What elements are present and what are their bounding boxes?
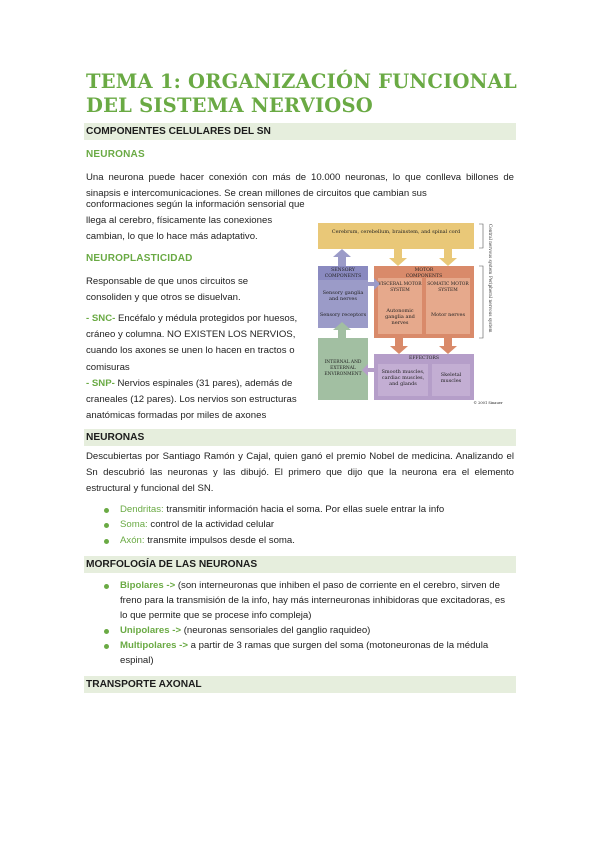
bullet-text: (son interneuronas que inhiben el paso de corriente en el cerebro, sirven de freno para la transmisión de la info, hay más interneuronas inhibidoras que excitadoras, es lo que permite que se procese info compleja) [120, 580, 506, 621]
bullet-text: transmite impulsos desde el soma. [144, 534, 295, 546]
neuronas-paragraph-2: conformaciones según la información sensorial que llega al cerebro, físicamente las conexiones cambian, lo que lo hace más adaptativo. [86, 198, 305, 242]
visceral-header-label: VISCERAL MOTOR SYSTEM [378, 282, 422, 293]
cns-box-label: Cerebrum, cerebellum, brainstem, and spinal cord [331, 229, 461, 235]
arrow-somatic-effectors [439, 338, 457, 354]
list-item [104, 534, 514, 549]
bullet-icon [104, 629, 109, 634]
diagram-credit: © 2001 Sinauer [473, 401, 503, 405]
bullet-icon [104, 523, 109, 528]
bullet-term: Multipolares -> [120, 640, 188, 652]
arrow-visceral-effectors [390, 338, 408, 354]
cns-box [318, 223, 474, 249]
bullet-icon [104, 584, 109, 589]
bullet-term: Soma: [120, 519, 148, 531]
sensory-header-label: SENSORY COMPONENTS [324, 268, 362, 279]
page-title: TEMA 1: ORGANIZACIÓN FUNCIONAL DEL SISTEMA NERVIOSO [86, 70, 517, 117]
bullet-term: Axón: [120, 534, 145, 546]
neuronas-cajal-paragraph: Descubiertas por Santiago Ramón y Cajal, quien ganó el premio Nobel de medicina. Analizando el Sn descubrió las neuronas y las dibujó. El primero que dijo que la neurona era el elemento estructural y funcional del SN. [86, 451, 514, 495]
section-header-componentes: COMPONENTES CELULARES DEL SN [84, 123, 516, 140]
list-item [104, 503, 514, 518]
bullet-icon [104, 644, 109, 649]
section-header-transporte: TRANSPORTE AXONAL [84, 676, 516, 693]
arrow-sensory-up [333, 249, 351, 266]
bullet-icon [104, 539, 109, 544]
list-item [104, 624, 514, 639]
effectors-skeletal-label: Skeletal muscles [440, 372, 462, 384]
arrow-cns-motor [389, 249, 407, 266]
somatic-header-label: SOMATIC MOTOR SYSTEM [427, 282, 469, 293]
effectors-header-label: EFFECTORS [408, 356, 440, 361]
list-item [104, 518, 514, 533]
somatic-body-label: Motor nerves [430, 312, 466, 318]
snc-label: - SNC- [86, 313, 116, 324]
cns-side-label: Central nervous system [488, 224, 493, 275]
bullet-term: Dendritas: [120, 504, 164, 515]
environment-label: INTERNAL AND EXTERNAL ENVIRONMENT [324, 360, 362, 377]
bullet-term: Unipolares -> [120, 624, 182, 636]
neuron-parts-list [104, 503, 514, 549]
neuronas-paragraph-1: Una neurona puede hacer conexión con más de 10.000 neuronas, lo que conlleva billones de sinapsis e intercomunicaciones. Se crean millones de circuitos que cambian sus [86, 172, 514, 200]
visceral-body-label: Autonomic ganglia and nerves [385, 308, 415, 326]
bullet-icon [104, 508, 109, 513]
snp-paragraph [86, 376, 318, 425]
bullet-text: control de la actividad celular [147, 519, 275, 531]
neuron-morphology-list [104, 579, 514, 670]
pns-bracket [479, 266, 483, 338]
arrow-cns-somatic [439, 249, 457, 266]
effectors-smooth-label: Smooth muscles, cardiac muscles, and glands [381, 369, 425, 387]
snp-text: Nervios espinales (31 pares), además de craneales (12 pares). Los nervios son estructuras anatómicas formadas por miles de axones [86, 378, 297, 422]
list-item [104, 579, 514, 623]
snc-paragraph [86, 311, 300, 376]
list-item [104, 639, 514, 669]
bullet-text: a partir de 3 ramas que surgen del soma (motoneuronas de la médula espinal) [120, 640, 489, 667]
cns-bracket [479, 224, 483, 248]
heading-neuroplasticidad: NEUROPLASTICIDAD [86, 253, 193, 264]
bullet-text: (neuronas sensoriales del ganglio raquideo) [181, 624, 371, 636]
pns-side-label: Peripheral nervous system [488, 276, 493, 333]
section-header-neuronas: NEURONAS [84, 429, 516, 446]
bullet-text: transmitir información hacia el soma. Por ellas suele entrar la info [163, 504, 445, 515]
neuroplasticidad-paragraph: Responsable de que unos circuitos se consoliden y que otros se disuelvan. [86, 276, 249, 304]
snc-text: Encéfalo y médula protegidos por huesos, cráneo y columna. NO EXISTEN LOS NERVIOS, cuando los axones se unen lo hacen en tractos o comisuras [86, 313, 298, 373]
motor-header-label: MOTOR COMPONENTS [405, 268, 443, 279]
nervous-system-diagram [316, 220, 512, 406]
section-header-morfologia: MORFOLOGÍA DE LAS NEURONAS [84, 556, 516, 573]
sensory-receptors-label: Sensory receptors [319, 312, 367, 318]
snp-label: - SNP- [86, 378, 115, 389]
bullet-term: Bipolares -> [120, 580, 176, 591]
sensory-ganglia-label: Sensory ganglia and nerves [322, 290, 364, 302]
heading-neuronas: NEURONAS [86, 149, 145, 160]
